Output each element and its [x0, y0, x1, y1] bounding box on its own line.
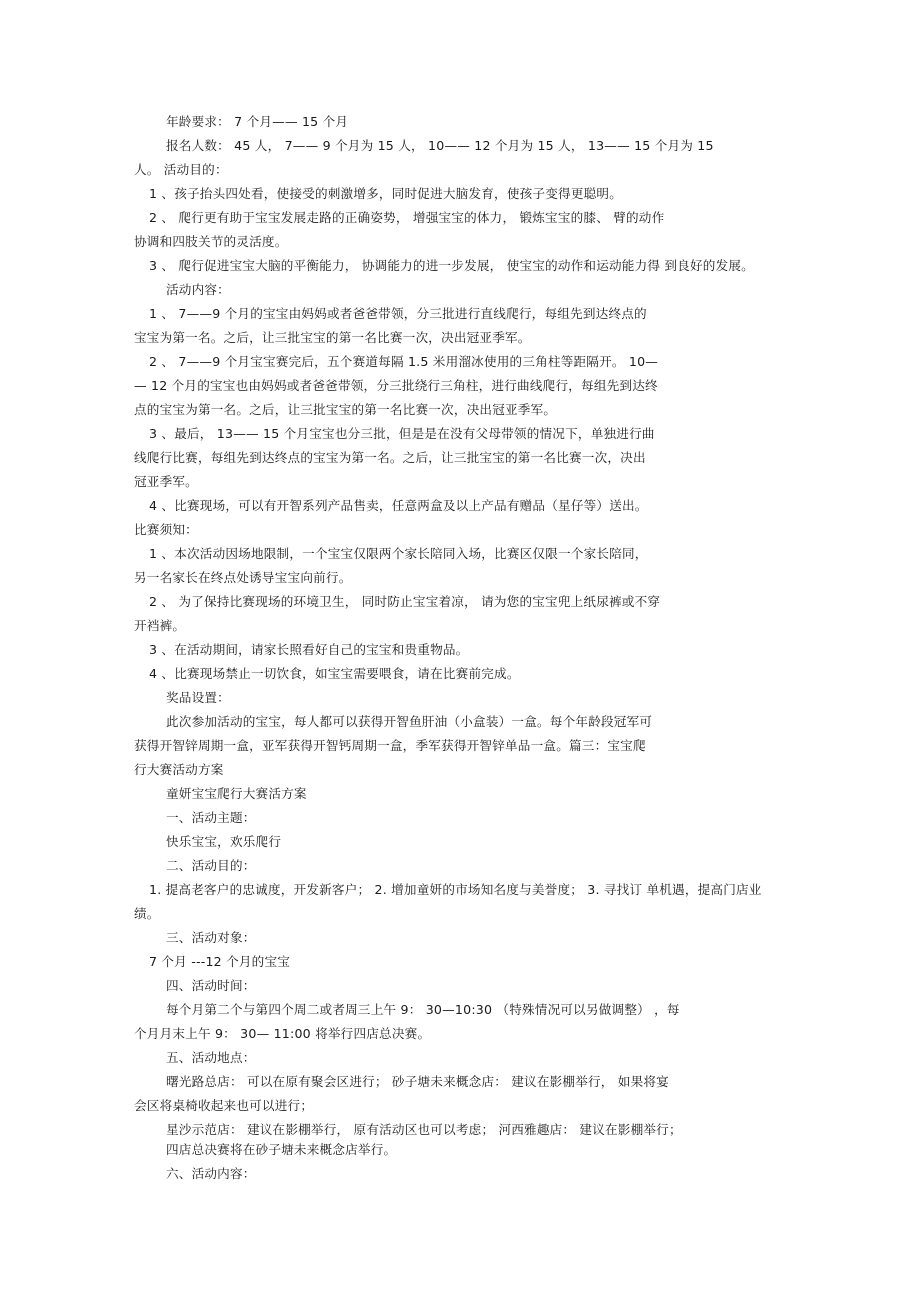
plan-title: 童妍宝宝爬行大赛活方案: [166, 786, 307, 801]
rule-item-1-cont: 另一名家长在终点处诱导宝宝向前行。: [134, 570, 352, 585]
audience-heading: 三、活动对象：: [166, 930, 256, 945]
purpose-item-3: 3 、 爬行促进宝宝大脑的平衡能力， 协调能力的进一步发展， 使宝宝的动作和运动能力得 到良好的发展。: [149, 258, 754, 273]
rules-heading: 比赛须知：: [134, 522, 198, 537]
time-heading: 四、活动时间：: [166, 978, 256, 993]
purpose-item-1: 1 、孩子抬头四处看，使接受的刺激增多，同时促进大脑发育，使孩子变得更聪明。: [149, 186, 622, 201]
purpose-item-2-cont: 协调和四肢关节的灵活度。: [134, 234, 288, 249]
content-item-3-cont-b: 冠亚季军。: [134, 474, 198, 489]
content-item-2-cont-b: 点的宝宝为第一名。之后，让三批宝宝的第一名比赛一次，决出冠亚季军。: [134, 402, 557, 417]
purpose-text-2: 1. 提高老客户的忠诚度，开发新客户； 2. 增加童妍的市场知名度与美誉度； 3. 寻找订 单机遇，提高门店业: [149, 882, 762, 897]
purpose-text-2-cont: 绩。: [134, 906, 160, 921]
location-text-a-cont: 会区将桌椅收起来也可以进行；: [134, 1098, 314, 1113]
rule-item-3: 3 、在活动期间，请家长照看好自己的宝宝和贵重物品。: [149, 642, 469, 657]
time-text: 每个月第二个与第四个周二或者周三上午 9： 30—10:30 （特殊情况可以另做调整） ，每: [166, 1002, 680, 1017]
content-item-3-cont-a: 线爬行比赛，每组先到达终点的宝宝为第一名。之后，让三批宝宝的第一名比赛一次，决出: [134, 450, 646, 465]
theme-text: 快乐宝宝，欢乐爬行: [166, 834, 282, 849]
section-three-title: 行大赛活动方案: [134, 762, 224, 777]
prize-text-a: 此次参加活动的宝宝，每人都可以获得开智鱼肝油（小盒装）一盒。每个年龄段冠军可: [166, 714, 653, 729]
prize-text-b: 获得开智锌周期一盒，亚军获得开智钙周期一盒，季军获得开智锌单品一盒。篇三：宝宝爬: [134, 738, 646, 753]
rule-item-1: 1 、本次活动因场地限制，一个宝宝仅限两个家长陪同入场，比赛区仅限一个家长陪同，: [149, 546, 648, 561]
time-text-cont: 个月月末上午 9： 30— 11:00 将举行四店总决赛。: [134, 1026, 431, 1041]
location-heading: 五、活动地点：: [166, 1050, 256, 1065]
content-item-2: 2 、 7——9 个月宝宝赛完后，五个赛道每隔 1.5 米用溜冰使用的三角柱等距隔开。 10—: [149, 354, 659, 369]
content-item-3: 3 、最后， 13—— 15 个月宝宝也分三批，但是是在没有父母带领的情况下，单独进行曲: [149, 426, 655, 441]
location-text-a: 曙光路总店： 可以在原有聚会区进行； 砂子塘未来概念店： 建议在影棚举行， 如果将宴: [166, 1074, 669, 1089]
location-text-c: 四店总决赛将在砂子塘未来概念店举行。: [166, 1142, 397, 1157]
activity-content-heading: 活动内容：: [166, 282, 230, 297]
content-item-1: 1 、 7——9 个月的宝宝由妈妈或者爸爸带领，分三批进行直线爬行，每组先到达终点的: [149, 306, 647, 321]
registration-count: 报名人数： 45 人， 7—— 9 个月为 15 人， 10—— 12 个月为 15 人， 13—— 15 个月为 15: [166, 138, 714, 153]
content-heading-2: 六、活动内容：: [166, 1166, 256, 1181]
rule-item-2: 2 、 为了保持比赛现场的环境卫生， 同时防止宝宝着凉， 请为您的宝宝兜上纸尿裤或不穿: [149, 594, 661, 609]
content-item-4: 4 、比赛现场，可以有开智系列产品售卖，任意两盒及以上产品有赠品（星仔等）送出。: [149, 498, 648, 513]
rule-item-4: 4 、比赛现场禁止一切饮食，如宝宝需要喂食，请在比赛前完成。: [149, 666, 520, 681]
age-requirement: 年龄要求： 7 个月—— 15 个月: [166, 114, 349, 129]
purpose-item-2: 2 、 爬行更有助于宝宝发展走路的正确姿势， 增强宝宝的体力， 锻炼宝宝的膝、 臂的动作: [149, 210, 665, 225]
rule-item-2-cont: 开裆裤。: [134, 618, 186, 633]
content-item-2-cont-a: — 12 个月的宝宝也由妈妈或者爸爸带领，分三批绕行三角柱，进行曲线爬行，每组先到达终: [134, 378, 658, 393]
audience-text: 7 个月 ---12 个月的宝宝: [149, 954, 291, 969]
activity-purpose-heading: 人。 活动目的：: [134, 162, 228, 177]
location-text-b: 星沙示范店： 建议在影棚举行， 原有活动区也可以考虑； 河西雅趣店： 建议在影棚举行；: [166, 1122, 682, 1137]
theme-heading: 一、活动主题：: [166, 810, 256, 825]
prize-heading: 奖品设置：: [166, 690, 230, 705]
content-item-1-cont: 宝宝为第一名。之后，让三批宝宝的第一名比赛一次，决出冠亚季军。: [134, 330, 531, 345]
purpose-heading-2: 二、活动目的：: [166, 858, 256, 873]
